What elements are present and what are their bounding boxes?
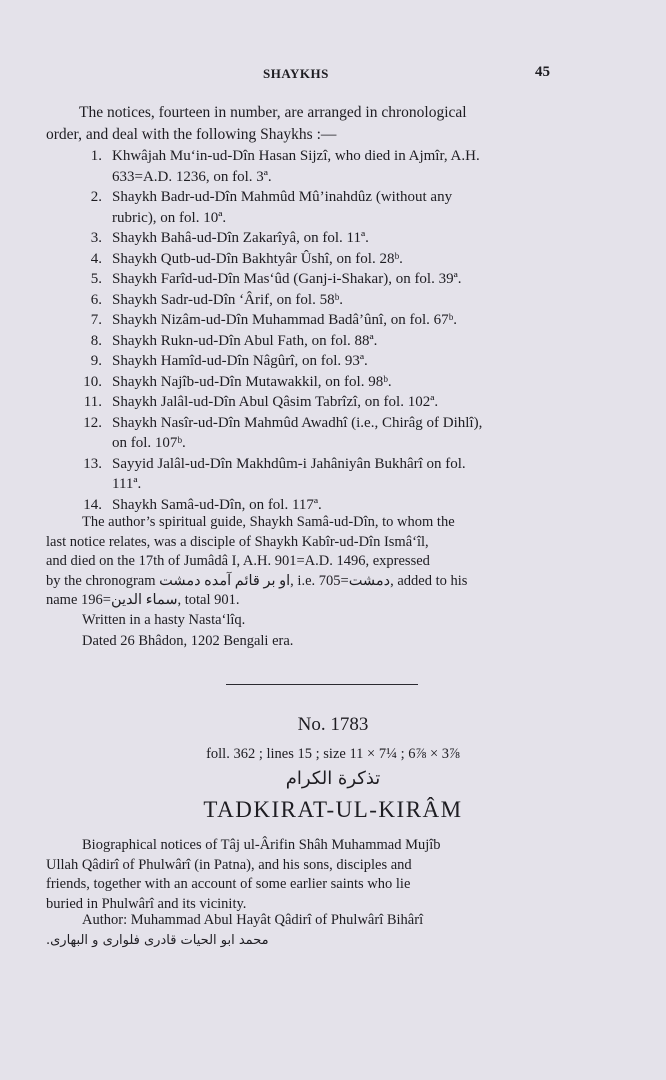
list-item bbox=[46, 413, 558, 454]
list-item-line: Shaykh Samâ-ud-Dîn, on fol. 117ª. bbox=[112, 496, 322, 513]
list-item-line: 111ª. bbox=[112, 476, 142, 492]
section-divider bbox=[226, 684, 418, 685]
list-item-line: Shaykh Farîd-ud-Dîn Mas‘ûd (Ganj-i-Shakar), on fol. 39ª. bbox=[112, 271, 462, 287]
entry-title: TADKIRAT-UL-KIRÂM bbox=[203, 797, 463, 822]
intro-paragraph bbox=[46, 102, 554, 145]
list-item bbox=[46, 187, 558, 228]
list-item bbox=[46, 454, 558, 495]
list-item-line: 633=A.D. 1236, on fol. 3ª. bbox=[112, 168, 272, 185]
guide-paragraph bbox=[46, 513, 558, 611]
list-item-line: Shaykh Sadr-ud-Dîn ‘Ârif, on fol. 58ᵇ. bbox=[112, 291, 343, 308]
list-item-number: 5. bbox=[90, 271, 102, 287]
list-item-number: 13. bbox=[83, 455, 102, 472]
list-item-line: Shaykh Qutb-ud-Dîn Bakhtyâr Ûshî, on fol. 28ᵇ. bbox=[112, 250, 403, 267]
list-item-line: Shaykh Najîb-ud-Dîn Mutawakkil, on fol. 98ᵇ. bbox=[112, 373, 392, 390]
list-item bbox=[46, 310, 558, 331]
list-item bbox=[46, 146, 558, 187]
paragraph-line: and died on the 17th of Jumâdâ I, A.H. 901=A.D. 1496, expressed bbox=[46, 553, 430, 569]
list-item-line: Shaykh Nasîr-ud-Dîn Mahmûd Awadhî (i.e., Chirâg of Dihlî), bbox=[112, 414, 483, 431]
list-item-line: on fol. 107ᵇ. bbox=[112, 435, 186, 451]
list-item-number: 14. bbox=[83, 496, 102, 513]
list-item bbox=[46, 372, 558, 393]
list-item-line: Shaykh Badr-ud-Dîn Mahmûd Mû’inahdûz (without any bbox=[112, 189, 453, 205]
list-item bbox=[46, 290, 558, 311]
list-item-number: 6. bbox=[90, 291, 102, 308]
author-persian: محمد ابو الحیات قادری فلواری و البهاری. bbox=[46, 932, 269, 948]
intro-line: The notices, fourteen in number, are arranged in chronological bbox=[79, 104, 467, 121]
paragraph-line: friends, together with an account of some earlier saints who lie bbox=[46, 876, 411, 892]
entry-details: foll. 362 ; lines 15 ; size 11 × 7¼ ; 6⅞ × 3⅞ bbox=[206, 746, 460, 762]
list-item-number: 12. bbox=[83, 414, 102, 431]
paragraph-line: buried in Phulwârî and its vicinity. bbox=[46, 895, 247, 912]
paragraph-line: last notice relates, was a disciple of Shaykh Kabîr-ud-Dîn Ismâ‘îl, bbox=[46, 533, 429, 550]
list-item bbox=[46, 228, 558, 249]
list-item bbox=[46, 331, 558, 352]
list-item-number: 10. bbox=[83, 373, 102, 390]
list-item-number: 4. bbox=[90, 250, 102, 267]
list-item bbox=[46, 269, 558, 290]
list-item bbox=[46, 495, 558, 516]
list-item-number: 3. bbox=[90, 230, 102, 246]
list-item-line: Sayyid Jalâl-ud-Dîn Makhdûm-i Jahâniyân Bukhârî on fol. bbox=[112, 455, 466, 472]
author-line: Author: Muhammad Abul Hayât Qâdirî of Phulwârî Bihârî bbox=[82, 912, 424, 928]
list-item bbox=[46, 392, 558, 413]
list-item bbox=[46, 249, 558, 270]
list-item-number: 8. bbox=[90, 332, 102, 349]
description-paragraph bbox=[46, 836, 558, 914]
list-item-line: Shaykh Bahâ-ud-Dîn Zakarîyâ, on fol. 11ª. bbox=[112, 230, 369, 246]
paragraph-line: Ullah Qâdirî of Phulwârî (in Patna), and his sons, disciples and bbox=[46, 856, 412, 873]
list-item-line: rubric), on fol. 10ª. bbox=[112, 209, 227, 226]
date-note: Dated 26 Bhâdon, 1202 Bengali era. bbox=[82, 633, 294, 649]
list-item-number: 2. bbox=[90, 189, 102, 205]
entry-number: No. 1783 bbox=[297, 714, 369, 735]
list-item-line: Shaykh Rukn-ud-Dîn Abul Fath, on fol. 88ª. bbox=[112, 332, 378, 349]
list-item-number: 7. bbox=[90, 312, 102, 328]
notice-list bbox=[46, 146, 558, 515]
list-item-line: Shaykh Jalâl-ud-Dîn Abul Qâsim Tabrîzî, on fol. 102ª. bbox=[112, 394, 439, 410]
script-note: Written in a hasty Nasta‘lîq. bbox=[82, 612, 246, 628]
list-item-line: Shaykh Nizâm-ud-Dîn Muhammad Badâ’ûnî, on fol. 67ᵇ. bbox=[112, 312, 457, 328]
list-item bbox=[46, 351, 558, 372]
list-item-number: 9. bbox=[90, 353, 102, 369]
paragraph-line: Biographical notices of Tâj ul-Ârifin Shâh Muhammad Mujîb bbox=[82, 837, 441, 853]
paragraph-line: The author’s spiritual guide, Shaykh Samâ-ud-Dîn, to whom the bbox=[82, 514, 455, 530]
paragraph-line: by the chronogram او بر قائم آمده دمشت, i.e. دمشت=705, added to his bbox=[46, 572, 468, 589]
list-item-line: Khwâjah Mu‘in-ud-Dîn Hasan Sijzî, who died in Ajmîr, A.H. bbox=[112, 148, 480, 164]
running-title: SHAYKHS bbox=[263, 66, 329, 81]
list-item-number: 11. bbox=[83, 394, 102, 410]
list-item-number: 1. bbox=[90, 148, 102, 164]
intro-line: order, and deal with the following Shaykhs :— bbox=[46, 125, 337, 143]
persian-title: تذكرة الكرام bbox=[285, 768, 381, 789]
page-number: 45 bbox=[535, 64, 550, 80]
list-item-line: Shaykh Hamîd-ud-Dîn Nâgûrî, on fol. 93ª. bbox=[112, 353, 368, 369]
author-paragraph bbox=[46, 911, 558, 950]
paragraph-line: name سماء الدین=196, total 901. bbox=[46, 592, 240, 608]
